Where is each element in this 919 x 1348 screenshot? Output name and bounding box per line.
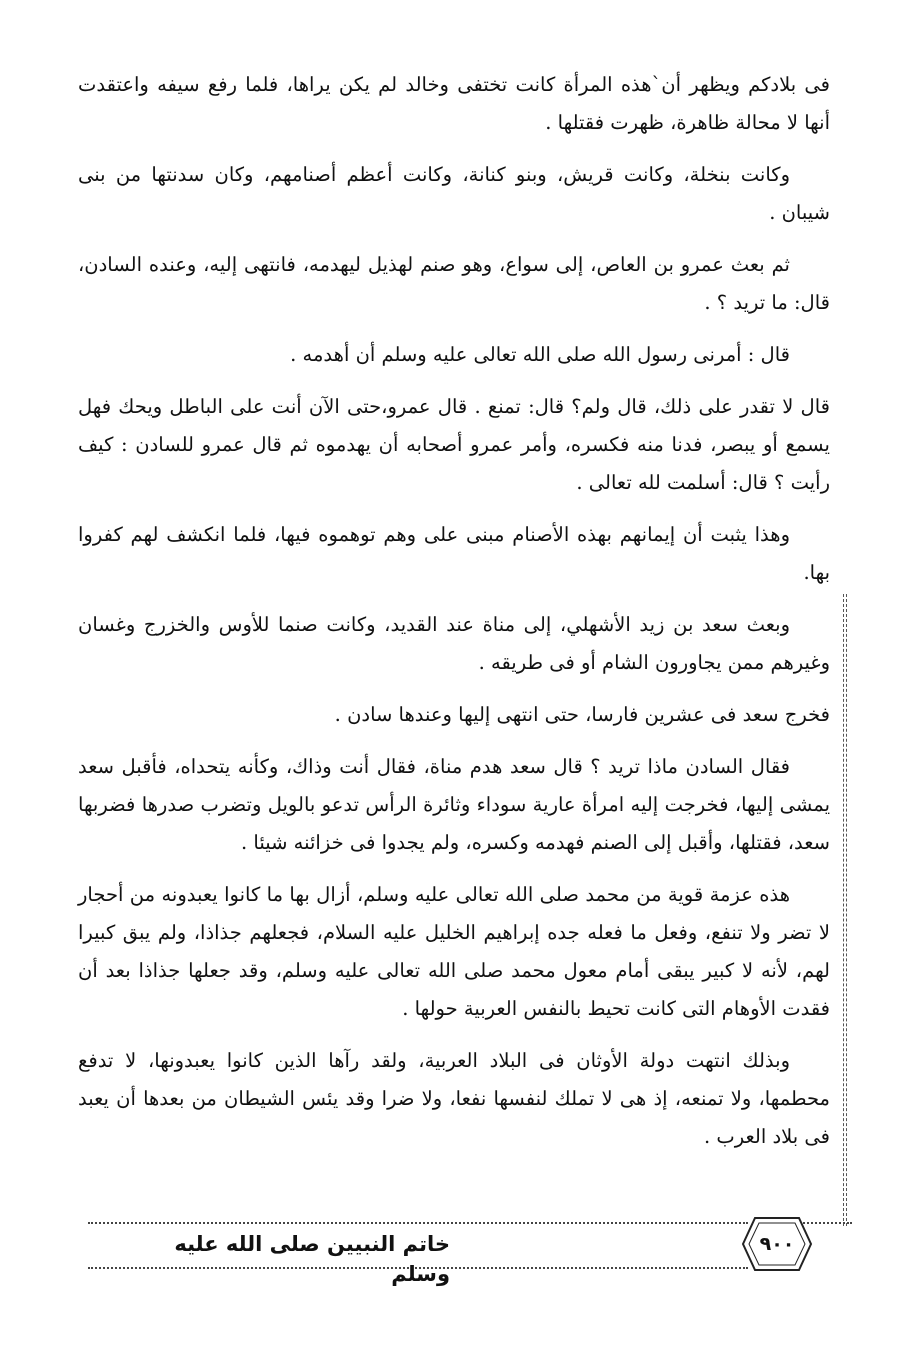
page-number: ٩٠٠ xyxy=(759,1233,795,1255)
page-body xyxy=(78,66,830,1170)
paragraph: وبعث سعد بن زيد الأشهلي، إلى مناة عند القديد، وكانت صنما للأوس والخزرج وغسان وغيرهم ممن يجاورون الشام أو فى طريقه . xyxy=(78,613,830,674)
paragraph: فقال السادن ماذا تريد ؟ قال سعد هدم مناة، فقال أنت وذاك، وكأنه يتحداه، فأقبل سعد يمشى إليها، فخرجت إليه امرأة عارية سوداء وثائرة الرأس تدعو بالويل وتضرب صدرها فضربها سعد، فقتلها، وأقبل إلى الصنم فهدمه وكسره، ولم يجدوا فى خزائنه شيئا . xyxy=(78,755,830,854)
paragraph: وكانت بنخلة، وكانت قريش، وبنو كنانة، وكانت أعظم أصنامهم، وكان سدنتها من بنى شيبان . xyxy=(78,163,830,224)
paragraph: فى بلادكم ويظهر أن`هذه المرأة كانت تختفى وخالد لم يكن يراها، فلما رفع سيفه واعتقدت أنها لا محالة ظاهرة، ظهرت فقتلها . xyxy=(78,73,830,134)
paragraph: قال لا تقدر على ذلك، قال ولم؟ قال: تمنع . قال عمرو،حتى الآن أنت على الباطل ويحك فهل يسمع أو يبصر، فدنا منه فكسره، وأمر عمرو أصحابه أن يهدموه ثم قال عمرو للسادن : كيف رأيت ؟ قال: أسلمت لله تعالى . xyxy=(78,395,830,494)
paragraph: قال : أمرنى رسول الله صلى الله تعالى عليه وسلم أن أهدمه . xyxy=(290,343,790,366)
footer-book-title: خاتم النبيين صلى الله عليه وسلم xyxy=(174,1232,450,1286)
paragraph: هذه عزمة قوية من محمد صلى الله تعالى عليه وسلم، أزال بها ما كانوا يعبدونه من أحجار لا تضر ولا تنفع، وفعل ما فعله جده إبراهيم الخليل عليه السلام، فجعلهم جذاذا، ولم يبق كبيرا لهم، لأنه لا كبير يبقى أمام معول محمد صلى الله تعالى عليه وسلم، وقد جعلها جذاذا بعد أن فقدت الأوهام التى كانت تحيط بالنفس العربية حولها . xyxy=(78,883,830,1020)
paragraph: وبذلك انتهت دولة الأوثان فى البلاد العربية، ولقد رآها الذين كانوا يعبدونها، لا تدفع محطمها، ولا تمنعه، إذ هى لا تملك لنفسها نفعا، ولا ضرا وقد يئس الشيطان من بعدها أن يعبد فى بلاد العرب . xyxy=(78,1049,830,1148)
footer-rule-top xyxy=(88,1222,748,1224)
paragraph: وهذا يثبت أن إيمانهم بهذه الأصنام مبنى على وهم توهموه فيها، فلما انكشف لهم كفروا بها. xyxy=(78,523,830,584)
paragraph: ثم بعث عمرو بن العاص، إلى سواع، وهو صنم لهذيل ليهدمه، فانتهى إليه، وعنده السادن، قال: ما تريد ؟ . xyxy=(78,253,830,314)
paragraph: فخرج سعد فى عشرين فارسا، حتى انتهى إليها وعندها سادن . xyxy=(334,703,830,726)
page-number-badge xyxy=(741,1212,813,1276)
side-border-rule xyxy=(843,594,847,1226)
